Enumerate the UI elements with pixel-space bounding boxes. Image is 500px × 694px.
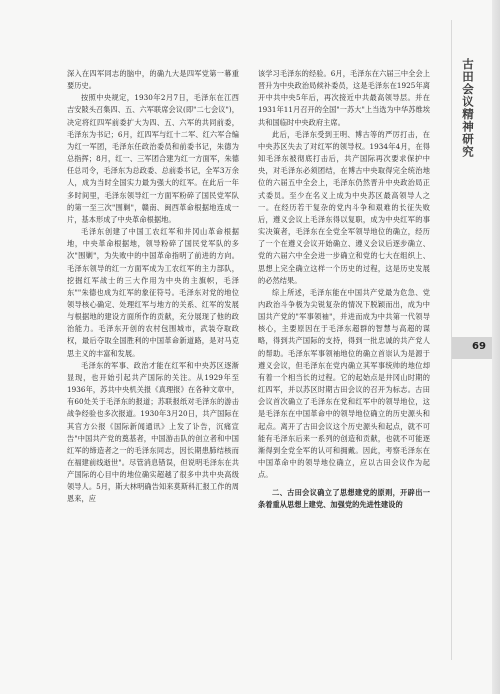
paragraph: 该学习毛泽东的经验。6月，毛泽东在六届三中全会上晋升为中央政治局候补委员，这是毛泽东在1925年离开中共中央5年后，再次接近中共最高领导层。并在1931年11月召开的全国"一苏大"上当选为中华苏维埃共和国临时中央政府主席。 <box>258 69 430 127</box>
paragraph: 毛泽东的军事、政治才能在红军和中央苏区逐渐显现，也开始引起共产国际的关注。从1929年至1936年，苏共中央机关报《真理报》在各种文章中，有60处关于毛泽东的报道；苏联报纸对毛泽东的游击战争经验也多次报道。1930年3月20日，共产国际在其官方公报《国际新闻通讯》上发了讣告，沉痛宣告"中国共产党的奠基者，中国游击队的创立者和中国红军的缔造者之一的毛泽东同志，因长期患肺结核而在福建前线逝世"。尽管消息错误，但说明毛泽东在共产国际的心目中的地位确实超越了很多中共中央高级领导人。5月，斯大林明确告知来莫斯科汇报工作的周恩来，应 <box>67 360 239 504</box>
paragraph: 此后，毛泽东受到王明、博古等的严厉打击，在中央苏区失去了对红军的领导权。1934年4月，在得知毛泽东被彻底打击后，共产国际再次要求保护中央，对毛泽东必须团结，在博古中央取得完全统治地位的六届五中全会上，毛泽东仍然晋升中央政治局正式委员。至少在名义上成为中央苏区最高领导人之一。在经历若干复杂的党内斗争和艰难的长征失败后，遵义会议上毛泽东得以复职，成为中央红军的事实决策者，毛泽东在全党全军领导地位的确立，经历了一个在遵义会议开始确立、遵义会议后逐步确立、党的六届六中全会进一步确立和党的七大在组织上、思想上完全确立这样一个历史的过程，这是历史发展的必然结果。 <box>258 129 430 285</box>
paragraph: 毛泽东创建了中国工农红军和井冈山革命根据地，中央革命根据地，领导粉碎了国民党军队的多次"围剿"，为失败中的中国革命指明了前进的方向。毛泽东领导的红一方面军成为工农红军的主力部队，挖掘红军战士的三大作用为中央的主旗帜，毛泽东""朱德也成为红军的象征符号。毛泽东对党的地位领导核心确定、处理红军与地方的关系、红军的发展与根据地的建设方面所作的贡献，充分展现了他的政治能力。毛泽东开创的农村包围城市，武装夺取政权，最后夺取全国胜利的中国革命新道路，是对马克思主义的丰富和发展。 <box>67 227 239 358</box>
running-head: 古田会议精神研究 <box>461 58 475 158</box>
paragraph: 按照中央规定，1930年2月7日，毛泽东在江西吉安陂头召集四、五、六军联席会议(即"二七会议")，决定将红四军前委扩大为四、五、六军的共同前委，毛泽东为书记；6月，红四军与红十二军、红六军合编为红一军团，毛泽东任政治委员和前委书记，朱德为总指挥；8月，红一、三军团合建为红一方面军，朱德任总司令，毛泽东为总政委、总前委书记，全军3万余人，成为当时全国实力最为强大的红军。在此后一年多时间里，毛泽东领导红一方面军粉碎了国民党军队的第一至三次"围剿"，赣南、闽西革命根据地连成一片，基本形成了中央革命根据地。 <box>67 93 239 224</box>
paragraph: 综上所述，毛泽东能在中国共产党最为危急、党内政治斗争极为尖锐复杂的情况下脱颖而出，成为中国共产党的"军事领袖"，并进而成为中共第一代领导核心，主要原因在于毛泽东超群的智慧与高超的谋略，得到共产国际的支持，得到一批忠诚的共产党人的帮助。毛泽东军事领袖地位的确立首崇认为是源于遵义会议，但毛泽东在党内确立其军事统帅的地位却有着一个相当长的过程。它的起始点是井冈山时期的红四军，并以苏区时期古田会议的召开为标志。古田会议首次确立了毛泽东在党和红军中的领导地位，这是毛泽东在中国革命中的领导地位确立的历史源头和起点。离开了古田会议这个历史源头和起点，就不可能有毛泽东后来一系列的创造和贡献，也就不可能逐渐得到全党全军的认可和拥戴。因此，考察毛泽东在中国革命中的领导地位确立，应以古田会议作为起点。 <box>258 287 430 480</box>
paragraph: 深入在四军同志的脑中，的确九大是四军党第一幕重要历史。 <box>67 69 239 91</box>
right-text-column <box>258 68 430 511</box>
page-number: 69 <box>472 341 486 352</box>
section-heading: 二、古田会议确立了思想建党的原则，开辟出一条着重从思想上建党、加强党的先进性建设的 <box>258 488 430 510</box>
page-edge-shadow <box>492 0 500 694</box>
left-text-column <box>67 68 239 506</box>
